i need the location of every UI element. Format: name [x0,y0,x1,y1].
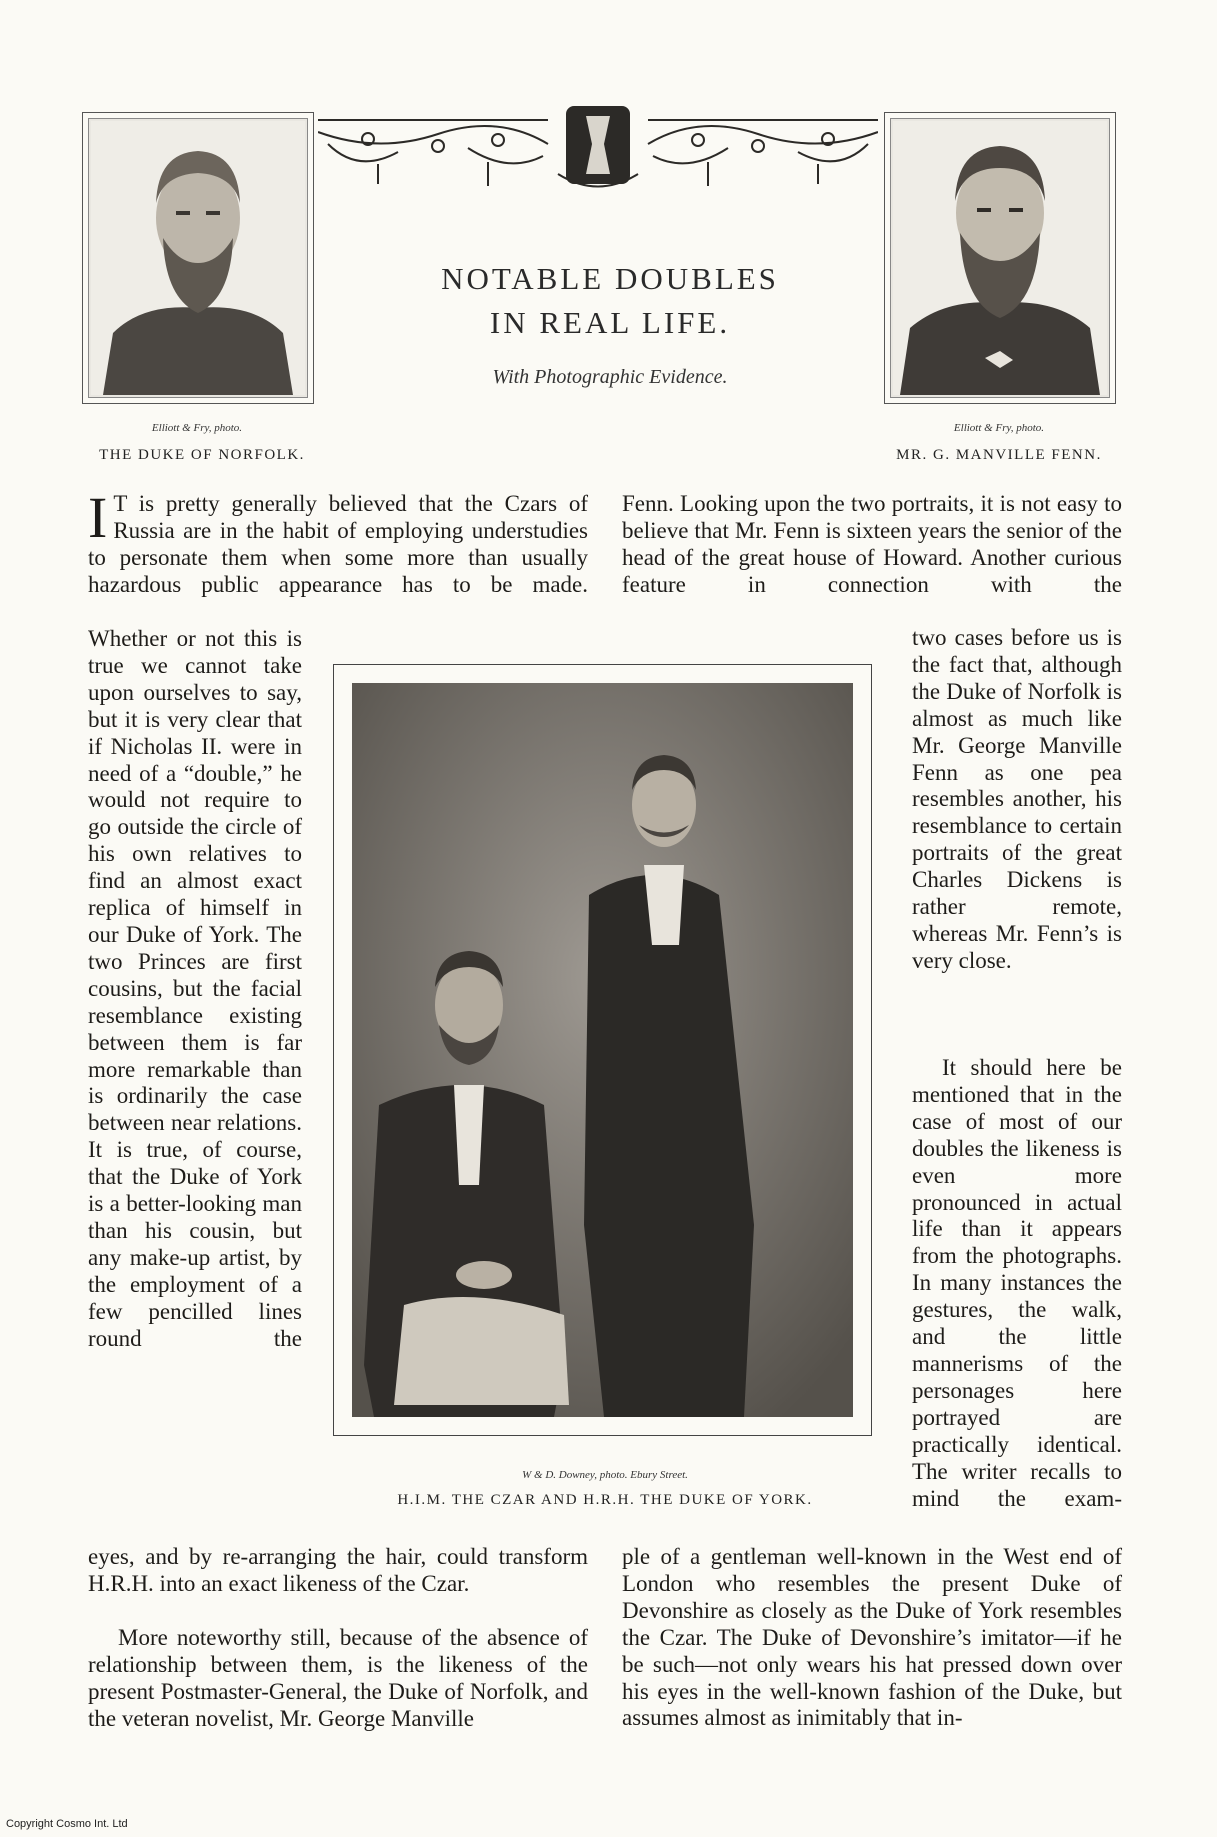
bearded-man-portrait-icon [83,113,313,403]
article-title-line1: NOTABLE DOUBLES [441,261,779,296]
copyright-notice: Copyright Cosmo Int. Ltd [6,1818,128,1830]
portrait-manville-fenn [884,112,1116,404]
center-photo-caption: H.I.M. THE CZAR AND H.R.H. THE DUKE OF YORK. [397,1492,813,1508]
paragraph-1-opening: I T is pretty generally believed that the Czars of Russia are in the habit of employing understudies to personate them when some more than usually hazardous public appearance has to be made. [88,485,588,597]
right-portrait-caption: MR. G. MANVILLE FENN. [896,447,1102,463]
article-title-line2: IN REAL LIFE. [489,305,731,340]
right-photo-credit: Elliott & Fry, photo. [953,422,1045,434]
column2-narrow-a: two cases before us is the fact that, although the Duke of Norfolk is almost as much like Mr. George Manville Fenn as one pea resembles another, his resemblance to certain portraits of the great Charles Dickens is rather remote, whereas Mr. Fenn’s is very close. [912,625,1122,973]
left-portrait-caption: THE DUKE OF NORFOLK. [99,447,305,463]
column2-bottom-text: ple of a gentleman well-known in the West end of London who resembles the present Duke of Devonshire as closely as the Duke of York resembles the Czar. The Duke of Devonshire’s imitator—if he be such—not only wears his hat pressed down over his eyes in the well-known fashion of the Duke, but assumes almost as inimitably that in- [622,1544,1122,1731]
portrait-duke-of-norfolk [82,112,314,404]
two-men-photograph-icon [334,665,871,1435]
photo-czar-and-duke-of-york [333,664,872,1436]
paragraph-1-close: eyes, and by re-arranging the hair, could transform H.R.H. into an exact likeness of the Czar. [88,1544,588,1596]
paragraph-1-narrow: Whether or not this is true we cannot take upon ourselves to say, but it is very clear that if Nicholas II. were in need of a “double,” he would not require to go outside the circle of his own relatives to find an almost exact replica of himself in our Duke of York. The two Princes are first cousins, but the facial resemblance existing between them is far more remarkable than is ordinarily the case between near relations. It is true, of course, that the Duke of York is a better-looking man than his cousin, but any make-up artist, by the employment of a few pencilled lines round the [88,626,302,1351]
left-photo-credit: Elliott & Fry, photo. [151,422,243,434]
paragraph-2: More noteworthy still, because of the absence of relationship between them, is the likeness of the present Postmaster-General, the Duke of Norfolk, and the veteran novelist, Mr. George Manville [88,1625,588,1731]
column2-top-text: Fenn. Looking upon the two portraits, it is not easy to believe that Mr. Fenn is sixteen years the senior of the head of the great house of Howard. Another curious feature in connection with the [622,491,1122,597]
drop-cap: I [88,485,108,550]
decorative-header-ornament-icon [318,104,878,199]
bearded-man-portrait-icon [885,113,1115,403]
column2-narrow-b: It should here be mentioned that in the case of most of our doubles the likeness is even more pronounced in actual life than it appears from the photographs. In many instances the gestures, the walk, and the little mannerisms of the personages here portrayed are practically identical. The writer recalls to mind the exam- [912,1055,1122,1511]
article-subtitle: With Photographic Evidence. [492,366,728,388]
center-photo-credit: W & D. Downey, photo. Ebury Street. [522,1469,688,1481]
